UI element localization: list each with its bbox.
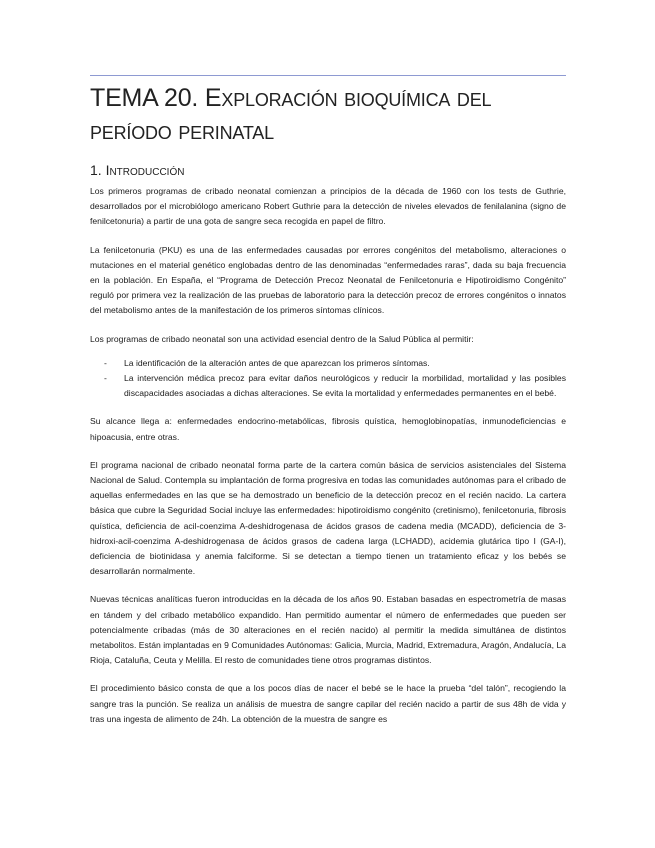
title-rule	[90, 75, 566, 76]
list-item	[90, 356, 566, 371]
bullet-marker: -	[104, 357, 107, 368]
list-item	[90, 371, 566, 401]
list-item-text: La intervención médica precoz para evitar daños neurológicos y reducir la morbilidad, mortalidad y las posibles discapacidades asociadas a dichas alteraciones. Se evita la mortalidad y enfermedades permanentes en el bebé.	[124, 373, 566, 399]
title-prefix: TEMA 20.	[90, 84, 205, 112]
paragraph: El programa nacional de cribado neonatal forma parte de la cartera común básica de servicios asistenciales del Sistema Nacional de Salud. Contempla su implantación de forma progresiva en todas las comunidades autónomas para el cribado de aquellas enfermedades en las que se ha demostrado un beneficio de la detección precoz en el recién nacido. La cartera básica que cubre la Seguridad Social incluye las enfermedades: hipotiroidismo congénito (cretinismo), fenilcetonuria, fibrosis quística, deficiencia de acil-coenzima A-deshidrogenasa de ácidos grasos de cadena media (MCADD), deficiencia de 3-hidroxi-acil-coenzima A-deshidrogenasa de ácidos grasos de cadena larga (LCHADD), acidemia glutárica tipo I (GA-I), deficiencia de biotinidasa y anemia falciforme. Si se detectan a tiempo tienen un tratamiento eficaz y los bebés se desarrollarán normalmente.	[90, 459, 566, 577]
paragraph: El procedimiento básico consta de que a los pocos días de nacer el bebé se le hace la prueba “del talón”, recogiendo la sangre tras la punción. Se realiza un análisis de muestra de sangre capilar del recién nacido a partir de sus 48h de vida y tras una ingesta de alimento de 24h. La obtención de la muestra de sangre es	[90, 683, 566, 724]
paragraph: Los programas de cribado neonatal son una actividad esencial dentro de la Salud Pública al permitir:	[90, 333, 474, 344]
paragraph: La fenilcetonuria (PKU) es una de las enfermedades causadas por errores congénitos del metabolismo, alteraciones o mutaciones en el material genético englobadas dentro de las denominadas “enfermedades raras”, dada su baja frecuencia en la población. En España, el “Programa de Detección Precoz Neonatal de Fenilcetonuria e Hipotiroidismo Congénito” reguló por primera vez la realización de las pruebas de laboratorio para la detección precoz de errores congénitos o innatos del metabolismo antes de la manifestación de los primeros síntomas clínicos.	[90, 244, 566, 316]
bullet-list	[90, 356, 566, 402]
bullet-marker: -	[104, 373, 107, 384]
paragraph: Los primeros programas de cribado neonatal comienzan a principios de la década de 1960 con los tests de Guthrie, desarrollados por el microbiólogo americano Robert Guthrie para la detección de niveles elevados de fenilalanina (signo de fenilcetonuria) a partir de una gota de sangre seca recogida en papel de filtro.	[90, 186, 566, 227]
title-main: Exploración bioquímica del período perinatal	[90, 84, 492, 145]
section-heading: 1. Introducción	[90, 162, 185, 178]
paragraph: Su alcance llega a: enfermedades endocrino-metabólicas, fibrosis quística, hemoglobinopatías, inmunodeficiencias e hipoacusia, entre otras.	[90, 416, 566, 442]
page-title	[90, 82, 568, 148]
list-item-text: La identificación de la alteración antes de que aparezcan los primeros síntomas.	[124, 357, 430, 368]
document-body	[90, 184, 566, 740]
paragraph: Nuevas técnicas analíticas fueron introducidas en la década de los años 90. Estaban basadas en espectrometría de masas en tándem y del cribado metabólico expandido. Han permitido aumentar el número de enfermedades que pueden ser potencialmente cribadas (más de 30 alteraciones en el recién nacido) al permitir la medida simultánea de distintos metabolitos. Están implantadas en 9 Comunidades Autónomas: Galicia, Murcia, Madrid, Extremadura, Aragón, Andalucía, La Rioja, Cataluña, Ceuta y Melilla. El resto de comunidades tiene otros programas distintos.	[90, 594, 566, 666]
